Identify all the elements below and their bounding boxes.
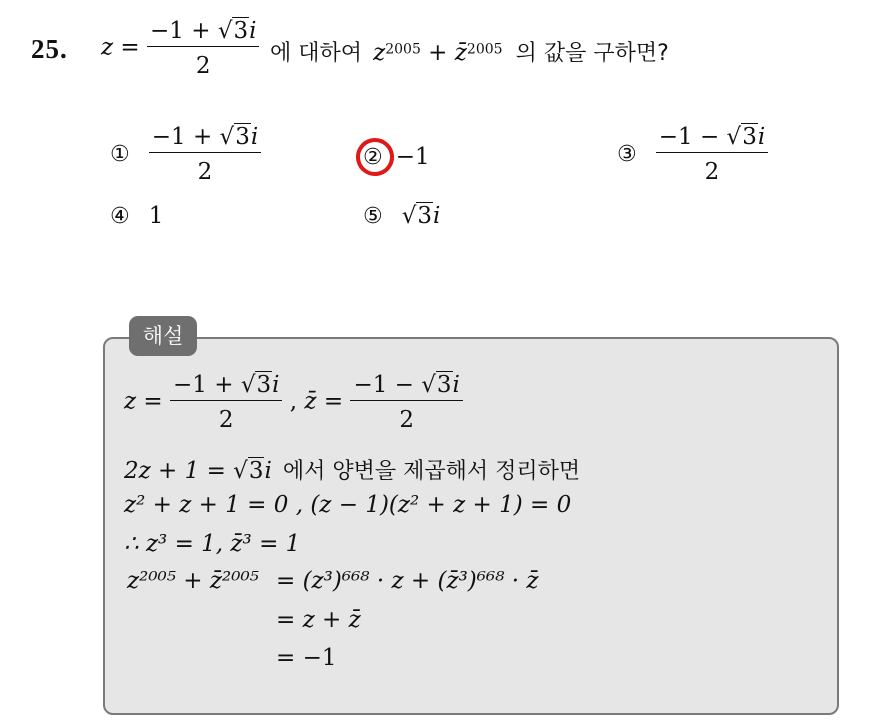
solution-tag: 해설 (129, 316, 197, 356)
choice-3[interactable]: ③ $\frac{-1 - √3i}{2}$ (617, 124, 768, 185)
choice-1-fraction: $\frac{-1 + √3i}{2}$ (149, 124, 261, 185)
solution-line-7: = −1 (276, 645, 337, 671)
solution-line-2: 2z + 1 = √3i 에서 양변을 제곱해서 정리하면 (124, 458, 581, 484)
problem-question: 에 대하여 $z^{2005}$ + z̄$^{2005}$ 의 값을 구하면? (270, 40, 669, 66)
solution-line-5-rhs: = (z³)⁶⁶⁸ · z + (z̄³)⁶⁶⁸ · z̄ (276, 568, 539, 594)
z-fraction: $\frac{-1 + √3i}{2}$ (147, 18, 259, 79)
solution-line-1: z = $\frac{-1 + √3i}{2}$ , z̄ = $\frac{-1 - √3i}{2}$ (124, 372, 463, 433)
choice-3-fraction: $\frac{-1 - √3i}{2}$ (656, 124, 768, 185)
problem-statement (101, 18, 259, 79)
solution-line-3: z² + z + 1 = 0 , (z − 1)(z² + z + 1) = 0 (124, 492, 572, 518)
solution-line-6: = z + z̄ (276, 607, 361, 633)
choice-2[interactable]: ② −1 (363, 144, 430, 170)
solution-line-4: ∴ z³ = 1, z̄³ = 1 (124, 531, 301, 557)
solution-line-5-lhs: z²⁰⁰⁵ + z̄²⁰⁰⁵ (127, 568, 259, 594)
problem-number: 25. (31, 34, 68, 64)
choice-1[interactable]: ① $\frac{-1 + √3i}{2}$ (110, 124, 261, 185)
choice-5[interactable]: ⑤ √3i (363, 203, 441, 229)
z-definition-lhs: z = (101, 34, 140, 61)
choice-4[interactable]: ④ 1 (110, 203, 164, 229)
